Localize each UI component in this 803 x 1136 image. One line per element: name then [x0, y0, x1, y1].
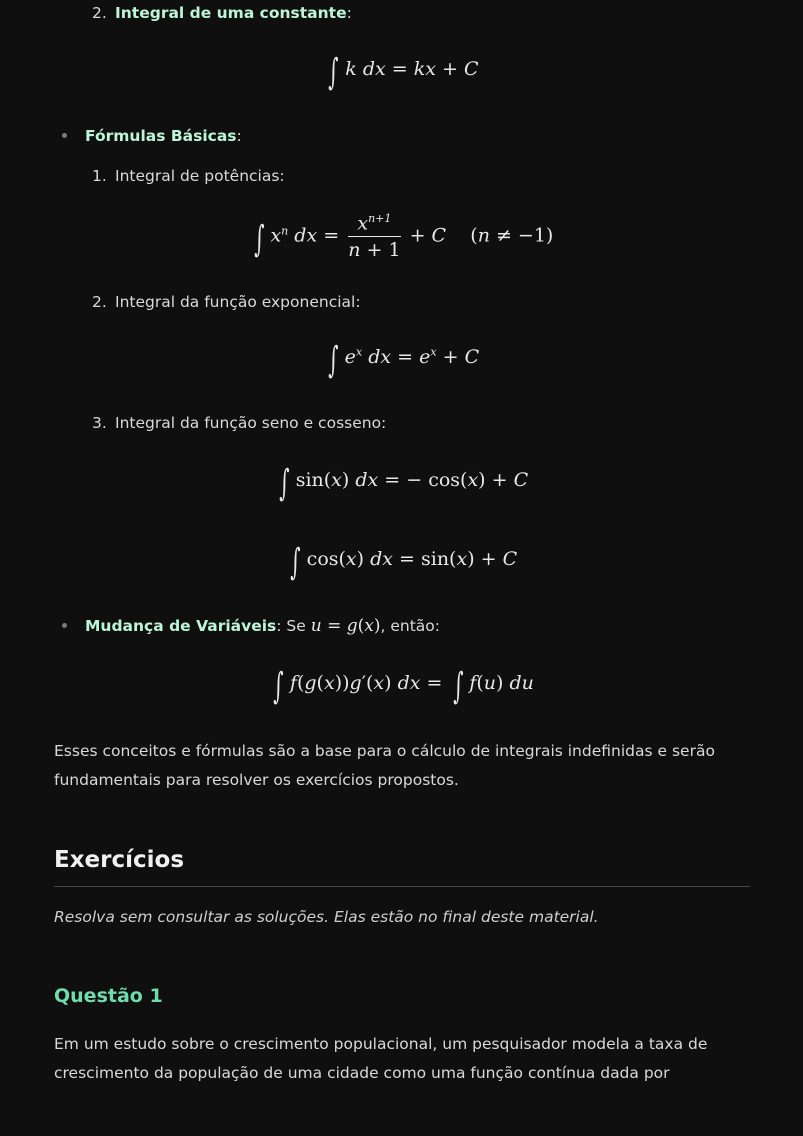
- equation-exponential: ∫ $e^x$ dx = $e^x + C$: [328, 340, 480, 381]
- bullet-dot: [62, 623, 67, 628]
- list-item-exponential: 2. Integral da função exponencial:: [92, 293, 361, 311]
- equation-substitution: ∫ f(g(x))g′(x) dx = ∫ f(u) du: [273, 666, 534, 707]
- divider: [54, 886, 750, 887]
- list-item-constant: 2. Integral de uma constante:: [92, 4, 352, 22]
- list-item-sine-cosine: 3. Integral da função seno e cosseno:: [92, 414, 387, 432]
- question-1-title: Questão 1: [54, 985, 163, 1007]
- equation-constant: ∫ k dx = kx + C: [328, 52, 479, 93]
- bullet-title: Mudança de Variáveis: [85, 617, 277, 635]
- equation-power: ∫ $x^n$ dx = $\frac{x^{n+1}}{n + 1}$ + C (n ≠ −1): [253, 212, 554, 262]
- bullet-dot: [62, 133, 67, 138]
- section-heading-exercises: Exercícios: [54, 847, 185, 873]
- list-number: 2.: [92, 4, 107, 22]
- bullet-basic-formulas: Fórmulas Básicas:: [62, 127, 242, 145]
- list-item-power: 1. Integral de potências:: [92, 167, 285, 185]
- bullet-title: Fórmulas Básicas: [85, 127, 237, 145]
- equation-sine: ∫ sin(x) dx = − cos(x) + C: [279, 463, 529, 504]
- exercises-note: Resolva sem consultar as soluções. Elas estão no final deste material.: [54, 908, 599, 926]
- bullet-substitution: Mudança de Variáveis: Se u = g(x), então:: [62, 616, 440, 636]
- conclusion-paragraph: Esses conceitos e fórmulas são a base para o cálculo de integrais indefinidas e serão fundamentais para resolver os exercícios propostos.: [54, 742, 715, 789]
- question-1-text: Em um estudo sobre o crescimento populacional, um pesquisador modela a taxa de crescimento da população de uma cidade como uma função contínua dada por: [54, 1035, 708, 1082]
- equation-cosine: ∫ cos(x) dx = sin(x) + C: [290, 542, 518, 583]
- list-item-label: Integral de uma constante: [115, 4, 347, 22]
